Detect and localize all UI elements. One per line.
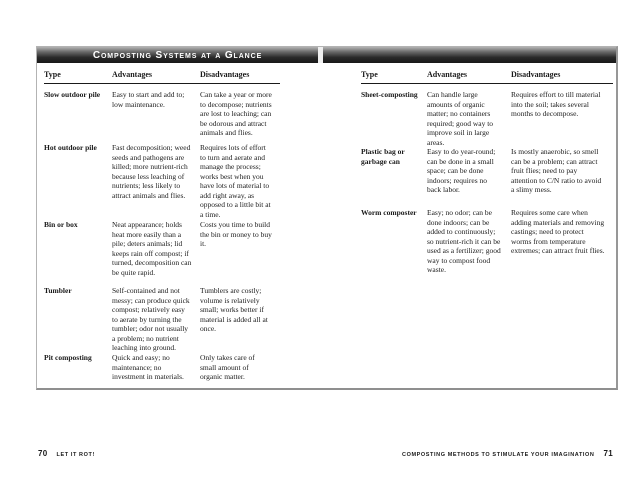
cell-advantages: Easy to start and add to; low maintenance. <box>112 90 185 109</box>
column-header-disadvantages: Disadvantages <box>200 70 250 79</box>
running-title-right: COMPOSTING METHODS TO STIMULATE YOUR IMAGINATION <box>402 452 595 458</box>
cell-advantages: Easy; no odor; can be done indoors; can be added to continuously; so nutrient-rich it can be used as a fertilizer; good way to compost food waste. <box>427 208 501 274</box>
column-header-advantages: Advantages <box>112 70 153 79</box>
column-header-advantages: Advantages <box>427 70 468 79</box>
table-row <box>361 147 613 208</box>
cell-disadvantages: Requires lots of effort to turn and aerate and manage the process; works best when you have lots of material to add right away, as opposed to a little bit at a time. <box>200 143 271 219</box>
cell-advantages: Self-contained and not messy; can produce quick compost; relatively easy to aerate by turning the tumbler; odor not usually a problem; no nutrient leaching into ground. <box>112 286 190 352</box>
cell-type: Pit composting <box>44 353 92 362</box>
table-row <box>361 208 613 275</box>
table-row <box>44 353 280 382</box>
cell-advantages: Neat appearance; holds heat more easily than a pile; deters animals; lid keeps rain off compost; if turned, decomposition can be quite rapid. <box>112 220 192 277</box>
cell-advantages: Fast decomposition; weed seeds and pathogens are killed; more nutrient-rich because less leaching of nutrients; less likely to attract animals and flies. <box>112 143 191 200</box>
cell-type: Plastic bag or garbage can <box>361 147 405 166</box>
cell-type: Hot outdoor pile <box>44 143 97 152</box>
cell-disadvantages: Only takes care of small amount of organic matter. <box>200 353 255 381</box>
cell-type: Slow outdoor pile <box>44 90 101 99</box>
cell-disadvantages: Costs you time to build the bin or money to buy it. <box>200 220 272 248</box>
footer-right <box>402 449 613 458</box>
page-number-right: 71 <box>603 449 613 458</box>
table-row <box>44 286 280 353</box>
table-row <box>361 90 613 147</box>
table-row <box>44 220 280 286</box>
cell-disadvantages: Can take a year or more to decompose; nutrients are lost to leaching; can be odorous and attract animals and flies. <box>200 90 272 137</box>
table-rows <box>44 90 280 382</box>
column-headers <box>361 70 613 84</box>
cell-type: Sheet-composting <box>361 90 418 99</box>
column-header-type: Type <box>361 70 378 79</box>
page-number-left: 70 <box>38 449 48 458</box>
cell-advantages: Can handle large amounts of organic matter; no containers required; good way to improve soil in large areas. <box>427 90 494 147</box>
cell-type: Tumbler <box>44 286 72 295</box>
table-row <box>44 90 280 143</box>
cell-advantages: Quick and easy; no maintenance; no investment in materials. <box>112 353 184 381</box>
cell-type: Worm composter <box>361 208 417 217</box>
footer-left <box>38 449 95 458</box>
header-bar-right-segment <box>323 47 616 63</box>
cell-disadvantages: Requires some care when adding materials and removing castings; need to protect worms from temperature extremes; can attract fruit flies. <box>511 208 605 255</box>
column-headers <box>44 70 280 84</box>
header-bar-left-segment <box>37 47 318 63</box>
composting-table-left <box>44 70 280 382</box>
cell-advantages: Easy to do year-round; can be done in a small space; can be done indoors; requires no back labor. <box>427 147 496 194</box>
cell-type: Bin or box <box>44 220 78 229</box>
table-frame <box>36 46 618 390</box>
column-header-disadvantages: Disadvantages <box>511 70 561 79</box>
running-title-left: LET IT ROT! <box>56 452 95 458</box>
table-rows <box>361 90 613 275</box>
header-bar <box>37 47 616 63</box>
table-row <box>44 143 280 220</box>
cell-disadvantages: Is mostly anaerobic, so smell can be a problem; can attract fruit flies; need to pay attention to C/N ratio to avoid a slimy mess. <box>511 147 602 194</box>
composting-table-right <box>361 70 613 275</box>
cell-disadvantages: Tumblers are costly; volume is relatively small; works better if material is added all at once. <box>200 286 268 333</box>
cell-disadvantages: Requires effort to till material into the soil; takes several months to decompose. <box>511 90 601 118</box>
column-header-type: Type <box>44 70 61 79</box>
table-title: Composting Systems at a Glance <box>92 50 263 61</box>
